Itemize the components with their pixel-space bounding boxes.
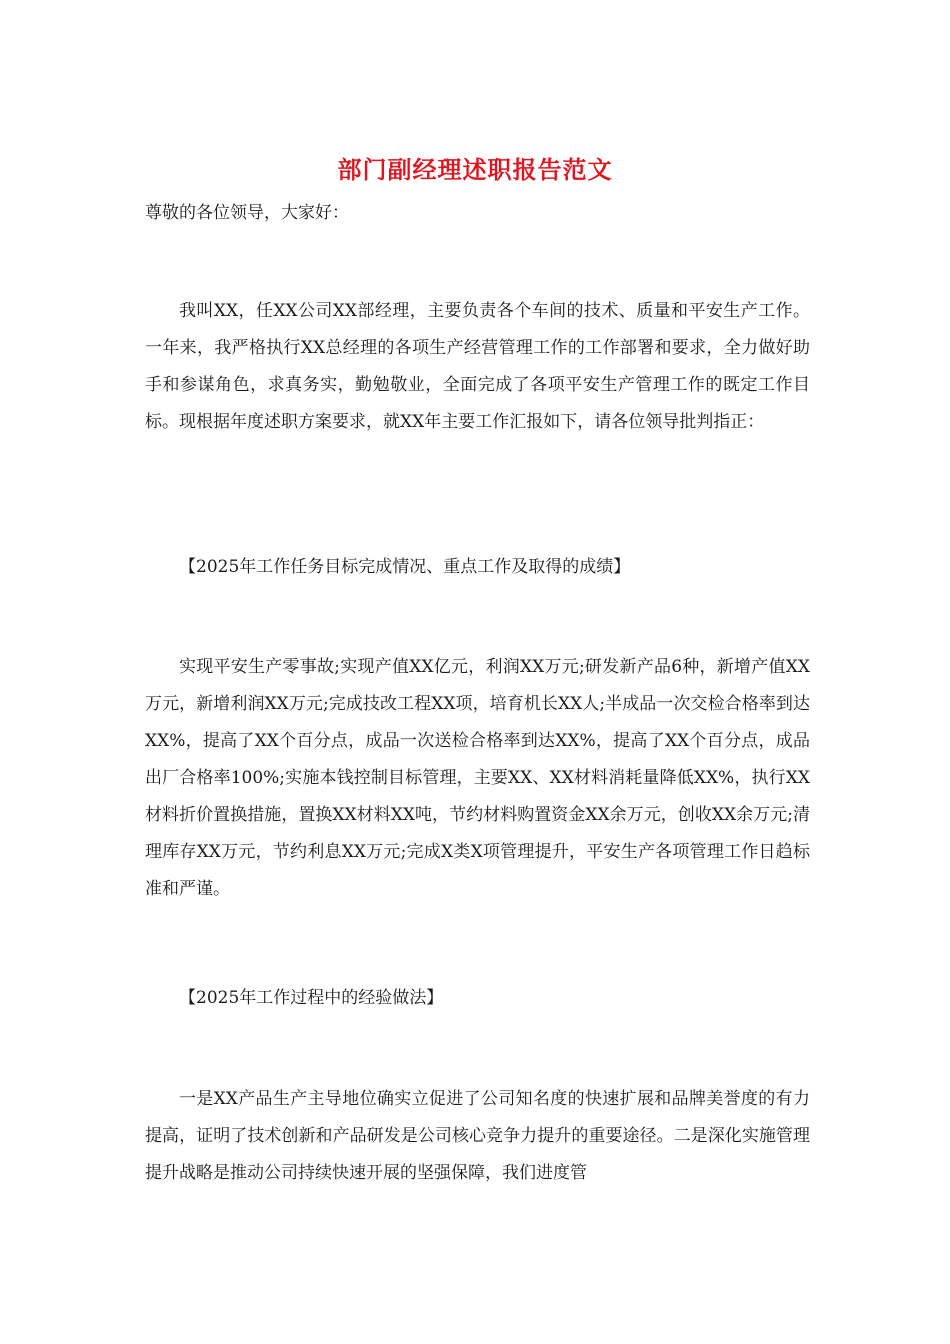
body-paragraph-experience: 一是XX产品生产主导地位确实立促进了公司知名度的快速扩展和品牌美誉度的有力提高，证明了技术创新和产品研发是公司核心竞争力提升的重要途径。二是深化实施管理提升战略是推动公司持续快速开展的坚强保障，我们进度管	[145, 1089, 810, 1183]
body-paragraph-intro: 我叫XX，任XX公司XX部经理，主要负责各个车间的技术、质量和平安生产工作。一年来，我严格执行XX总经理的各项生产经营管理工作的工作部署和要求，全力做好助手和参谋角色，求真务实，勤勉敬业，全面完成了各项平安生产管理工作的既定工作目标。现根据年度述职方案要求，就XX年主要工作汇报如下，请各位领导批判指正：	[145, 301, 810, 432]
section-heading-experience: 【2025年工作过程中的经验做法】	[179, 988, 444, 1008]
greeting-line: 尊敬的各位领导，大家好：	[145, 203, 349, 223]
section-heading-achievements: 【2025年工作任务目标完成情况、重点工作及取得的成绩】	[179, 557, 631, 577]
document-title: 部门副经理述职报告范文	[337, 155, 613, 184]
body-paragraph-achievements: 实现平安生产零事故;实现产值XX亿元，利润XX万元;研发新产品6种，新增产值XX万元，新增利润XX万元;完成技改工程XX项，培育机长XX人;半成品一次交检合格率到达XX%，提高了XX个百分点，成品一次送检合格率到达XX%，提高了XX个百分点，成品出厂合格率100%;实施本钱控制目标管理，主要XX、XX材料消耗量降低XX%，执行XX材料折价置换措施，置换XX材料XX吨，节约材料购置资金XX余万元，创收XX余万元;清理库存XX万元，节约利息XX万元;完成X类X项管理提升，平安生产各项管理工作日趋标准和严谨。	[145, 657, 810, 899]
